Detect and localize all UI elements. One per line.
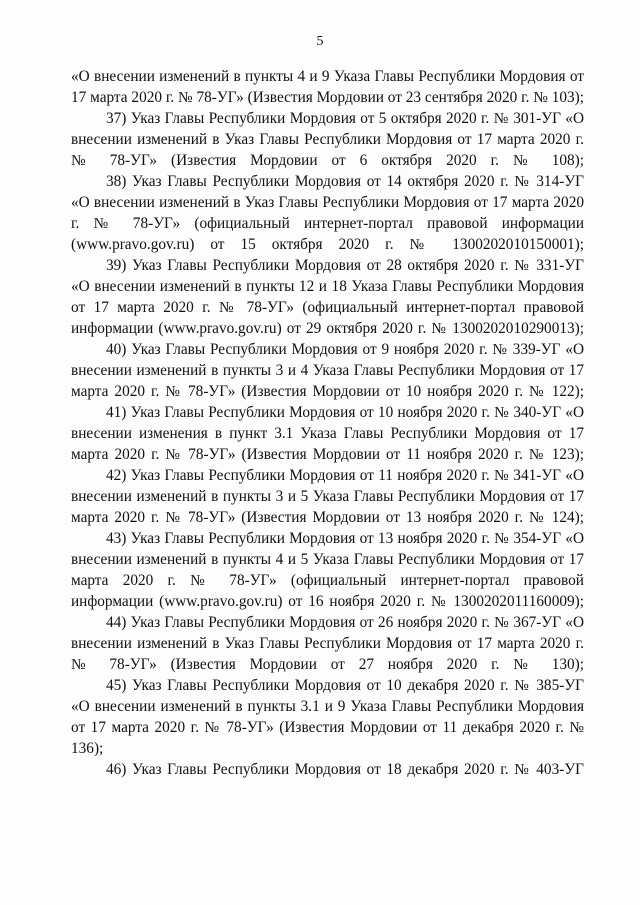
page-number: 5 bbox=[316, 34, 324, 49]
document-body bbox=[71, 66, 584, 780]
list-item-43: 43) Указ Главы Республики Мордовия от 13 ноября 2020 г. № 354-УГ «О внесении изменений в пункты 4 и 5 Указа Главы Республики Мордовия от 17 марта 2020 г. № 78-УГ» (официальный интернет-портал правовой информации (www.pravo.gov.ru) от 16 ноября 2020 г. № 1300202011160009); bbox=[71, 530, 584, 610]
list-item-45: 45) Указ Главы Республики Мордовия от 10 декабря 2020 г. № 385-УГ «О внесении изменений в пункты 3.1 и 9 Указа Главы Республики Мордовия от 17 марта 2020 г. № 78-УГ» (Известия Мордовии от 11 декабря 2020 г. № 136); bbox=[71, 677, 584, 757]
list-item-44: 44) Указ Главы Республики Мордовия от 26 ноября 2020 г. № 367-УГ «О внесении изменений в Указ Главы Республики Мордовия от 17 марта 2020 г. № 78-УГ» (Известия Мордовии от 27 ноября 2020 г. № 130); bbox=[71, 614, 584, 673]
list-item-39: 39) Указ Главы Республики Мордовия от 28 октября 2020 г. № 331-УГ «О внесении изменений в пункты 12 и 18 Указа Главы Республики Мордовия от 17 марта 2020 г. № 78-УГ» (официальный интернет-портал правовой информации (www.pravo.gov.ru) от 29 октября 2020 г. № 1300202010290013); bbox=[71, 257, 584, 337]
paragraph-continuation: «О внесении изменений в пункты 4 и 9 Указа Главы Республики Мордовия от 17 марта 2020 г. № 78-УГ» (Известия Мордовии от 23 сентября 2020 г. № 103); bbox=[71, 68, 584, 106]
list-item-37: 37) Указ Главы Республики Мордовия от 5 октября 2020 г. № 301-УГ «О внесении изменений в Указ Главы Республики Мордовия от 17 марта 2020 г. № 78-УГ» (Известия Мордовии от 6 октября 2020 г. № 108); bbox=[71, 110, 584, 169]
list-item-38: 38) Указ Главы Республики Мордовия от 14 октября 2020 г. № 314-УГ «О внесении изменений в Указ Главы Республики Мордовия от 17 марта 2020 г. № 78-УГ» (официальный интернет-портал правовой информации (www.pravo.gov.ru) от 15 октября 2020 г. № 1300202010150001); bbox=[71, 173, 584, 253]
list-item-42: 42) Указ Главы Республики Мордовия от 11 ноября 2020 г. № 341-УГ «О внесении изменений в пункты 3 и 5 Указа Главы Республики Мордовия от 17 марта 2020 г. № 78-УГ» (Известия Мордовии от 13 ноября 2020 г. № 124); bbox=[71, 467, 584, 526]
list-item-46: 46) Указ Главы Республики Мордовия от 18 декабря 2020 г. № 403-УГ bbox=[106, 761, 584, 778]
list-item-41: 41) Указ Главы Республики Мордовия от 10 ноября 2020 г. № 340-УГ «О внесении изменения в пункт 3.1 Указа Главы Республики Мордовия от 17 марта 2020 г. № 78-УГ» (Известия Мордовии от 11 ноября 2020 г. № 123); bbox=[71, 404, 584, 463]
list-item-40: 40) Указ Главы Республики Мордовия от 9 ноября 2020 г. № 339-УГ «О внесении изменений в пункты 3 и 4 Указа Главы Республики Мордовия от 17 марта 2020 г. № 78-УГ» (Известия Мордовии от 10 ноября 2020 г. № 122); bbox=[71, 341, 584, 400]
